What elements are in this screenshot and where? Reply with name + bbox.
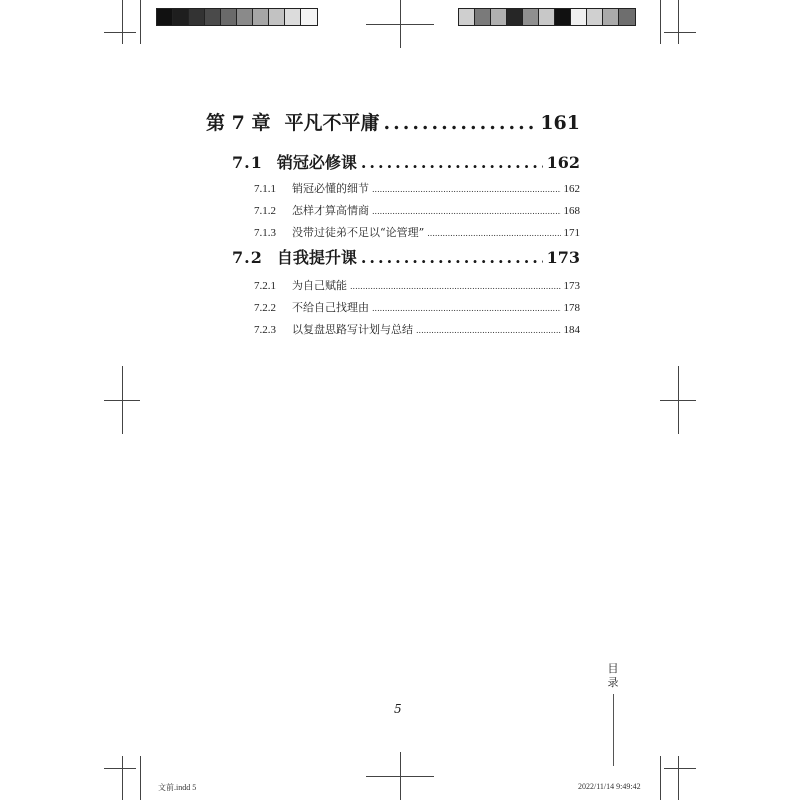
section-number: 7.2	[232, 248, 263, 267]
page-number: 5	[394, 702, 402, 716]
color-swatch	[301, 9, 317, 25]
subsection-page: 171	[563, 227, 580, 239]
color-swatch	[269, 9, 285, 25]
subsection-number: 7.1.2	[254, 205, 276, 217]
chapter-page: 161	[540, 112, 580, 134]
subsection-page: 184	[563, 324, 580, 336]
subsection-number: 7.1.3	[254, 227, 276, 239]
subsection-number: 7.2.3	[254, 324, 276, 336]
subsection-title: 没带过徒弟不足以“论管理”	[292, 226, 425, 239]
side-label-contents	[606, 662, 620, 690]
color-swatch	[507, 9, 523, 25]
toc-subsection-entry	[254, 224, 580, 240]
color-swatch	[237, 9, 253, 25]
color-swatch	[491, 9, 507, 25]
toc-chapter-entry	[206, 108, 580, 135]
color-swatch	[285, 9, 301, 25]
color-swatch	[539, 9, 555, 25]
toc-subsection-entry	[254, 277, 580, 293]
color-swatch	[173, 9, 189, 25]
leader-dots	[361, 153, 543, 172]
color-swatch	[587, 9, 603, 25]
leader-dots	[372, 185, 561, 194]
side-rule	[613, 694, 614, 766]
color-swatch	[619, 9, 635, 25]
color-swatch	[603, 9, 619, 25]
color-swatch	[157, 9, 173, 25]
subsection-title: 不给自己找理由	[292, 301, 369, 314]
subsection-page: 168	[563, 205, 580, 217]
subsection-title: 以复盘思路写计划与总结	[292, 323, 413, 336]
subsection-page: 173	[563, 280, 580, 292]
slug-filename: 文前.indd 5	[158, 783, 197, 792]
color-swatch	[205, 9, 221, 25]
color-swatch-bar-right	[458, 8, 636, 26]
color-swatch	[571, 9, 587, 25]
chapter-title: 平凡不平庸	[284, 112, 380, 134]
side-label-char: 目	[607, 662, 619, 675]
slug-timestamp: 2022/11/14 9:49:42	[578, 782, 641, 791]
toc-subsection-entry	[254, 202, 580, 218]
leader-dots	[427, 229, 560, 238]
subsection-title: 销冠必懂的细节	[292, 182, 369, 195]
leader-dots	[383, 112, 536, 134]
subsection-page: 162	[563, 183, 580, 195]
leader-dots	[416, 326, 561, 335]
subsection-title: 怎样才算高情商	[292, 204, 369, 217]
color-swatch	[523, 9, 539, 25]
section-title: 自我提升课	[276, 248, 357, 267]
color-swatch	[253, 9, 269, 25]
toc-subsection-entry	[254, 180, 580, 196]
toc-section-entry	[232, 150, 580, 173]
color-swatch	[189, 9, 205, 25]
subsection-number: 7.1.1	[254, 183, 276, 195]
color-swatch-bar-left	[156, 8, 318, 26]
color-swatch	[555, 9, 571, 25]
color-swatch	[221, 9, 237, 25]
color-swatch	[475, 9, 491, 25]
toc-section-entry	[232, 245, 580, 268]
leader-dots	[350, 282, 561, 291]
color-swatch	[459, 9, 475, 25]
section-page: 162	[546, 153, 580, 172]
leader-dots	[372, 304, 561, 313]
section-title: 销冠必修课	[276, 153, 357, 172]
chapter-number: 第 7 章	[206, 112, 271, 134]
subsection-number: 7.2.2	[254, 302, 276, 314]
leader-dots	[372, 207, 561, 216]
toc-subsection-entry	[254, 299, 580, 315]
leader-dots	[361, 248, 543, 267]
toc-subsection-entry	[254, 321, 580, 337]
section-page: 173	[546, 248, 580, 267]
subsection-number: 7.2.1	[254, 280, 276, 292]
side-label-char: 录	[607, 676, 619, 689]
section-number: 7.1	[232, 153, 263, 172]
subsection-page: 178	[563, 302, 580, 314]
subsection-title: 为自己赋能	[292, 279, 347, 292]
